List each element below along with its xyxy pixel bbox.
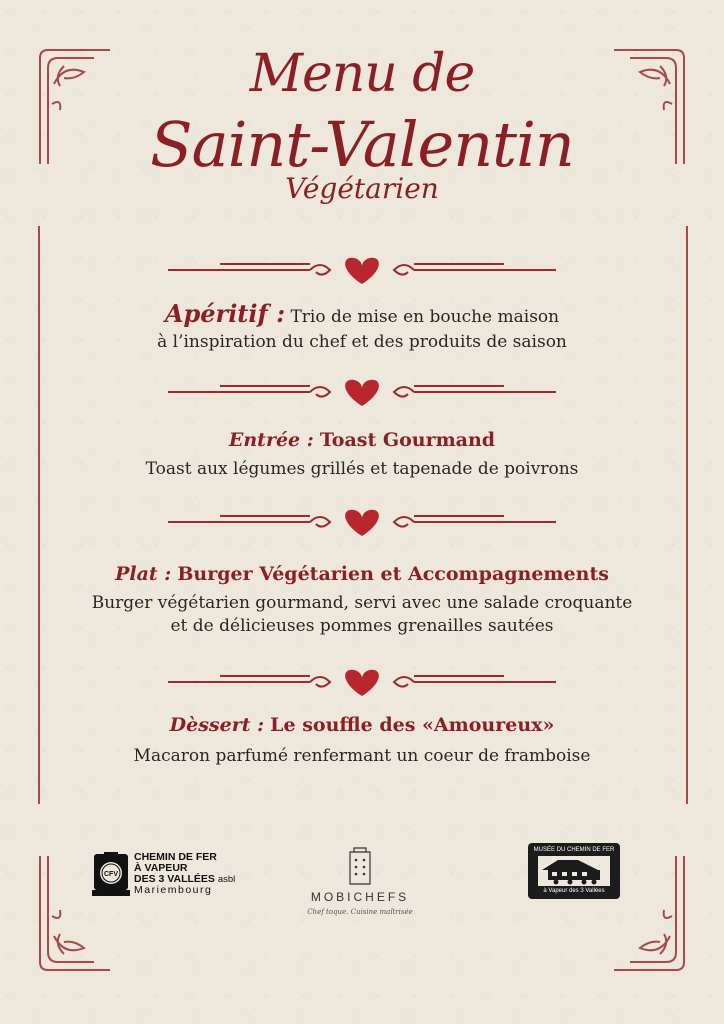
dish-name: Toast Gourmand (319, 429, 496, 451)
right-border-line (686, 226, 688, 804)
course-dessert (40, 713, 684, 768)
dish-name: Burger Végétarien et Accompagnements (177, 563, 609, 585)
cfv-place: Mariembourg (134, 884, 213, 896)
course-plat (40, 562, 684, 638)
locomotive-icon (90, 852, 132, 898)
cfv-asbl: asbl (217, 874, 236, 885)
dish-name: Le souffle des «Amoureux» (270, 714, 555, 736)
corner-ornament-bottom-right (610, 852, 690, 976)
course-aperitif (40, 299, 684, 354)
cfv-logo (90, 850, 260, 906)
mobichefs-logo (290, 842, 430, 926)
chef-hat-icon (346, 846, 374, 886)
heart-divider (160, 372, 564, 412)
train-icon (538, 856, 610, 886)
heart-icon (345, 380, 379, 406)
course-description: Macaron parfumé renfermant un coeur de framboise (133, 746, 591, 766)
course-description-line: Burger végétarien gourmand, servi avec une salade croquante (91, 593, 633, 613)
course-description-line: à l’inspiration du chef et des produits de saison (157, 332, 567, 352)
musee-title: MUSÉE DU CHEMIN DE FER (533, 847, 615, 853)
course-label: Plat : (115, 563, 172, 585)
heart-icon (345, 258, 379, 284)
course-label: Entrée : (228, 429, 314, 451)
course-label: Apéritif : (164, 299, 286, 328)
mobichefs-tagline: Chef toque. Cuisine maîtrisée (307, 908, 413, 916)
course-description-line: Trio de mise en bouche maison (290, 307, 560, 327)
course-label: Dèssert : (169, 714, 265, 736)
heart-icon (345, 670, 379, 696)
cfv-line1: CHEMIN DE FER (134, 851, 217, 863)
heart-divider (160, 662, 564, 702)
heart-divider (160, 250, 564, 290)
musee-subtitle: à Vapeur des 3 Vallées (543, 888, 605, 894)
menu-title-line1: Menu de (249, 44, 475, 104)
cfv-line3: DES 3 VALLÉES (134, 873, 215, 885)
course-entree (40, 428, 684, 481)
cfv-line2: À VAPEUR (134, 862, 188, 874)
mobichefs-name: MOBICHEFS (310, 890, 410, 904)
menu-title-line2: Saint-Valentin (150, 108, 574, 181)
heart-icon (345, 510, 379, 536)
course-description-line: et de délicieuses pommes grenailles sautées (170, 616, 554, 636)
course-description: Toast aux légumes grillés et tapenade de poivrons (145, 459, 579, 479)
heart-divider (160, 502, 564, 542)
menu-subtitle: Végétarien (285, 172, 439, 205)
musee-logo (528, 843, 620, 899)
svg-text:CFV: CFV (104, 871, 118, 878)
